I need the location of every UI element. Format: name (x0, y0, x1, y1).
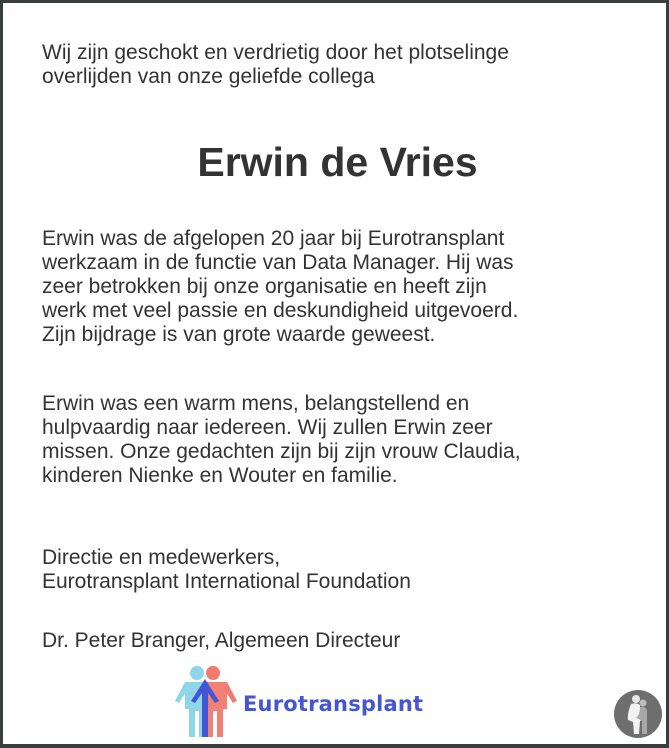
director-signature: Dr. Peter Branger, Algemeen Directeur (42, 629, 401, 652)
signature-line: Directie en medewerkers, (42, 546, 281, 569)
deceased-name: Erwin de Vries (197, 139, 478, 185)
two-people-arrow-icon (175, 665, 241, 739)
signature-line: Eurotransplant International Foundation (42, 570, 411, 593)
eurotransplant-logo (175, 665, 424, 739)
intro-line: overlijden van onze geliefde collega (42, 65, 375, 88)
intro-text (42, 41, 509, 89)
paragraph-line: missen. Onze gedachten zijn bij zijn vrouw Claudia, (42, 440, 521, 463)
intro-line: Wij zijn geschokt en verdrietig door het plotselinge (42, 41, 509, 64)
paragraph-line: Erwin was de afgelopen 20 jaar bij Eurotransplant (42, 227, 505, 250)
logo-text: Eurotransplant (243, 692, 424, 716)
paragraph-line: Zijn bijdrage is van grote waarde geweest. (42, 323, 436, 346)
signature (42, 546, 411, 594)
paragraph-line: kinderen Nienke en Wouter en familie. (42, 464, 398, 487)
paragraph-2 (42, 392, 521, 488)
embracing-figures-icon (614, 690, 662, 738)
paragraph-line: hulpvaardig naar iedereen. Wij zullen Erwin zeer (42, 416, 493, 439)
paragraph-line: zeer betrokken bij onze organisatie en heeft zijn (42, 275, 487, 298)
paragraph-line: Erwin was een warm mens, belangstellend en (42, 392, 470, 415)
paragraph-line: werkzaam in de functie van Data Manager. Hij was (42, 251, 514, 274)
paragraph-1 (42, 227, 518, 347)
paragraph-line: werk met veel passie en deskundigheid uitgevoerd. (42, 299, 519, 322)
